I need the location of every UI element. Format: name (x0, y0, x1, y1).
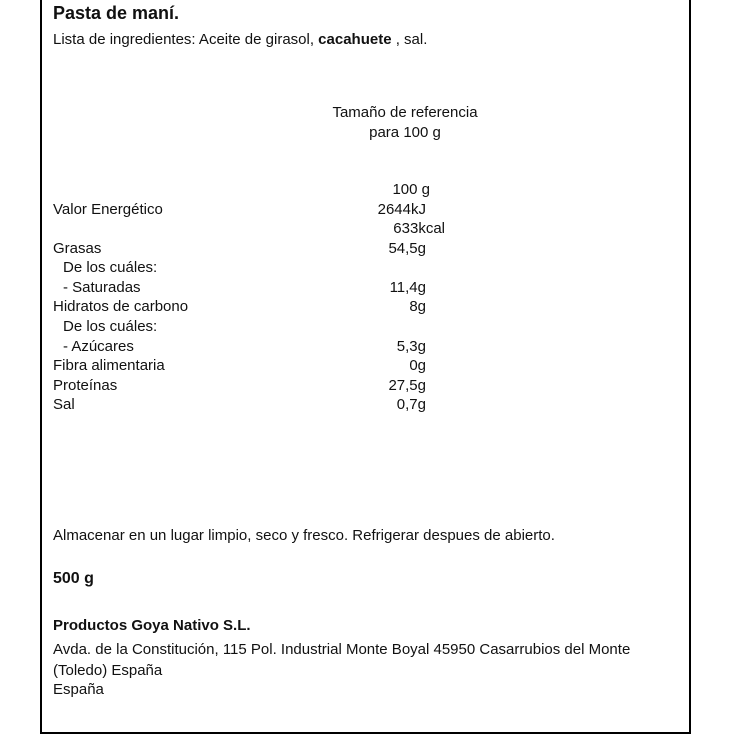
manufacturer-address: Avda. de la Constitución, 115 Pol. Industrial Monte Boyal 45950 Casarrubios del Monte (Toledo) España (53, 641, 631, 679)
nutrition-label-carbs: Hidratos de carbono (53, 298, 189, 315)
net-weight: 500 g (53, 570, 94, 587)
ingredients-list (53, 31, 427, 48)
ingredients-suffix: , sal. (391, 31, 428, 48)
nutrition-column-header: 100 g (392, 181, 430, 198)
storage-instructions: Almacenar en un lugar limpio, seco y fresco. Refrigerar despues de abierto. (53, 527, 555, 544)
manufacturer-name: Productos Goya Nativo S.L. (53, 617, 251, 634)
nutrition-label-of-which-2: De los cuáles: (63, 318, 158, 335)
product-title: Pasta de maní. (53, 3, 180, 23)
nutrition-label-protein: Proteínas (53, 377, 118, 394)
ingredients-prefix: Lista de ingredientes: Aceite de girasol, (53, 31, 319, 48)
nutrition-label-energy: Valor Energético (53, 201, 163, 218)
nutrition-value-sugars: 5,3g (396, 338, 426, 355)
nutrition-value-energy-kj: 2644kJ (377, 201, 426, 218)
nutrition-label-fiber: Fibra alimentaria (53, 357, 165, 374)
nutrition-value-carbs: 8g (409, 298, 426, 315)
ingredients-allergen: cacahuete (318, 31, 392, 48)
nutrition-label-salt: Sal (53, 396, 75, 413)
nutrition-value-fat: 54,5g (388, 240, 426, 257)
nutrition-label-of-which-1: De los cuáles: (63, 259, 158, 276)
reference-size-line2: para 100 g (369, 124, 441, 141)
nutrition-label-saturated: - Saturadas (63, 279, 141, 296)
nutrition-value-saturated: 11,4g (389, 279, 426, 296)
nutrition-label-sugars: - Azúcares (63, 338, 134, 355)
nutrition-value-salt: 0,7g (396, 396, 426, 413)
nutrition-value-protein: 27,5g (388, 377, 426, 394)
reference-size (300, 103, 510, 143)
nutrition-label-fat: Grasas (53, 240, 102, 257)
nutrition-value-fiber: 0g (409, 357, 426, 374)
nutrition-value-energy-kcal: 633kcal (393, 220, 445, 237)
manufacturer-country: España (53, 681, 104, 698)
reference-size-line1: Tamaño de referencia (332, 104, 478, 121)
